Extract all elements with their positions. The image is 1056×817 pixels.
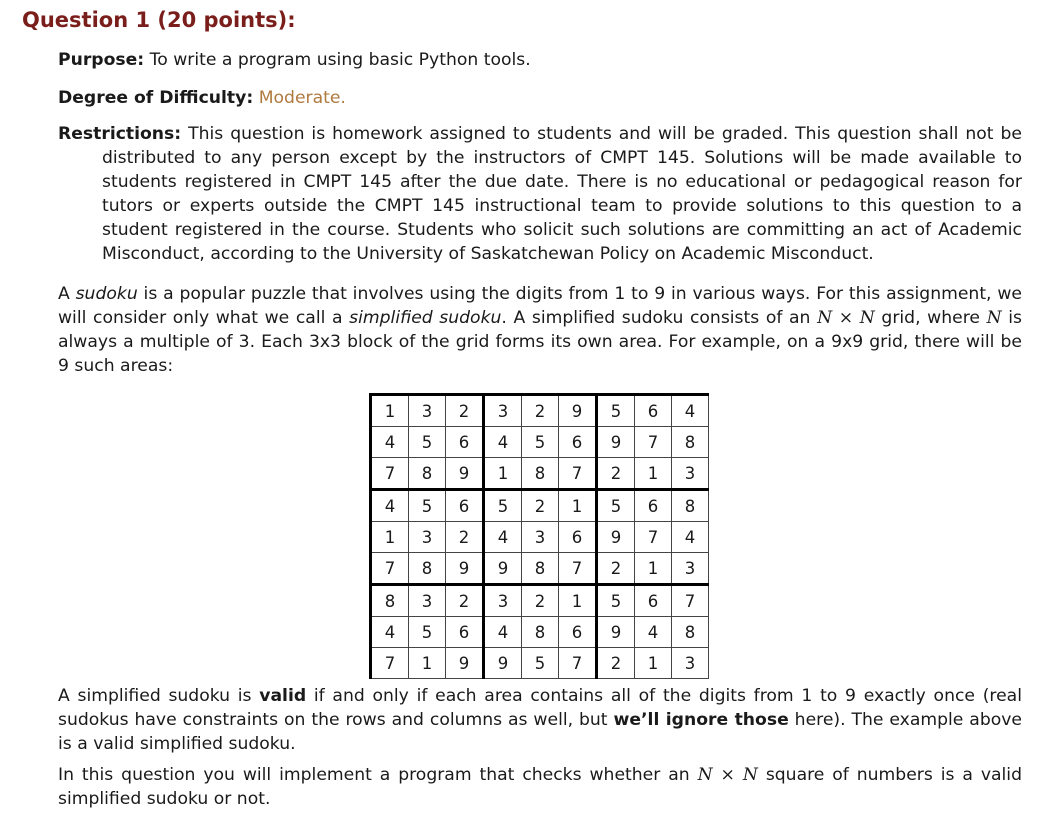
grid-cell: 7 [559,648,597,679]
intro-paragraph [58,282,1022,378]
grid-cell: 2 [446,395,484,427]
grid-cell: 8 [672,427,709,458]
grid-cell: 7 [371,458,409,490]
grid-cell: 3 [672,648,709,679]
intro-text-5: is always a multiple of 3. Each 3x3 block of the grid forms its own area. For example, on a 9x9 grid, there will be 9 such areas: [58,308,1022,376]
grid-cell: 5 [409,490,446,522]
valid-text-1: A simplified sudoku is [58,686,260,706]
valid-text-3: here). The example above is a valid simplified sudoku. [58,710,1022,754]
grid-cell: 1 [371,395,409,427]
grid-cell: 6 [446,427,484,458]
grid-cell: 8 [409,458,446,490]
grid-cell: 1 [559,585,597,617]
grid-cell: 6 [446,617,484,648]
grid-cell: 4 [371,490,409,522]
restrictions-label: Restrictions: [58,124,182,144]
grid-cell: 6 [635,395,672,427]
purpose-line [58,48,1022,72]
valid-text-2: if and only if each area contains all of the digits from 1 to 9 exactly once (real sudokus have constraints on the rows and columns as well, but [58,686,1022,730]
grid-cell: 6 [635,585,672,617]
grid-row [371,458,709,490]
grid-cell: 6 [635,490,672,522]
grid-cell: 1 [484,458,522,490]
grid-cell: 5 [597,395,635,427]
grid-cell: 1 [371,522,409,553]
question-title: Question 1 (20 points): [22,8,296,32]
grid-cell: 1 [635,553,672,585]
grid-cell: 4 [635,617,672,648]
grid-cell: 4 [371,617,409,648]
grid-cell: 7 [635,522,672,553]
restrictions-text: This question is homework assigned to students and will be graded. This question shall not be distributed to any person except by the instructors of CMPT 145. Solutions will be made available to students registered in CMPT 145 after the due date. There is no educational or pedagogical reason for tutors or experts outside the CMPT 145 instructional team to provide solutions to this question to a student registered in the course. Students who solicit such solutions are committing an act of Academic Misconduct, according to the University of Saskatchewan Policy on Academic Misconduct. [102,124,1022,264]
grid-cell: 1 [635,648,672,679]
grid-cell: 9 [446,458,484,490]
grid-cell: 4 [484,427,522,458]
grid-cell: 9 [484,648,522,679]
grid-cell: 2 [597,648,635,679]
purpose-label: Purpose: [58,50,145,70]
grid-cell: 2 [522,395,559,427]
grid-cell: 2 [522,490,559,522]
grid-cell: 2 [446,585,484,617]
grid-cell: 3 [409,395,446,427]
grid-cell: 3 [484,395,522,427]
grid-cell: 3 [672,458,709,490]
grid-cell: 3 [409,585,446,617]
sudoku-grid [369,393,709,679]
grid-row [371,617,709,648]
grid-cell: 2 [597,553,635,585]
grid-cell: 5 [522,648,559,679]
grid-cell: 6 [446,490,484,522]
grid-cell: 9 [597,522,635,553]
grid-cell: 3 [672,553,709,585]
grid-cell: 7 [635,427,672,458]
n-by-n-math-2: N × N [697,765,758,785]
grid-cell: 9 [559,395,597,427]
valid-term: valid [259,686,307,706]
grid-row [371,490,709,522]
grid-row [371,553,709,585]
grid-row [371,648,709,679]
grid-cell: 6 [559,617,597,648]
grid-row [371,395,709,427]
grid-cell: 8 [672,490,709,522]
grid-cell: 9 [484,553,522,585]
grid-cell: 7 [371,648,409,679]
difficulty-label: Degree of Difficulty: [58,88,254,108]
grid-cell: 5 [409,427,446,458]
grid-cell: 9 [597,617,635,648]
grid-cell: 8 [522,553,559,585]
grid-cell: 8 [371,585,409,617]
grid-row [371,427,709,458]
grid-cell: 4 [672,522,709,553]
grid-cell: 9 [446,648,484,679]
restrictions-paragraph [58,122,1022,266]
grid-cell: 1 [409,648,446,679]
intro-text-2: is a popular puzzle that involves using the digits from 1 to 9 in various ways. For this assignment, we will consider only what we call a [58,284,1022,328]
grid-cell: 5 [597,585,635,617]
intro-text-4: grid, where [874,308,987,328]
difficulty-value: Moderate. [258,88,346,108]
grid-cell: 4 [371,427,409,458]
grid-cell: 3 [409,522,446,553]
grid-cell: 7 [559,553,597,585]
difficulty-line [58,86,1022,110]
grid-cell: 9 [446,553,484,585]
grid-cell: 1 [635,458,672,490]
task-text-2: square of numbers is a valid simplified sudoku or not. [58,765,1022,809]
grid-cell: 2 [597,458,635,490]
grid-cell: 7 [371,553,409,585]
grid-cell: 8 [522,617,559,648]
n-by-n-math: N × N [817,308,875,328]
grid-cell: 8 [672,617,709,648]
intro-text-1: A [58,284,76,304]
task-text-1: In this question you will implement a program that checks whether an [58,765,698,785]
grid-cell: 4 [672,395,709,427]
grid-cell: 5 [409,617,446,648]
grid-cell: 7 [672,585,709,617]
grid-cell: 1 [559,490,597,522]
grid-cell: 5 [522,427,559,458]
purpose-text: To write a program using basic Python tools. [149,50,531,70]
grid-row [371,522,709,553]
grid-cell: 6 [559,522,597,553]
grid-cell: 6 [559,427,597,458]
grid-cell: 9 [597,427,635,458]
grid-cell: 5 [597,490,635,522]
intro-text-3: . A simplified sudoku consists of an [501,308,818,328]
grid-cell: 4 [484,617,522,648]
task-paragraph [58,763,1022,811]
grid-cell: 5 [484,490,522,522]
grid-cell: 7 [559,458,597,490]
valid-paragraph [58,684,1022,756]
grid-cell: 2 [522,585,559,617]
n-math: N [986,308,1002,328]
grid-cell: 8 [522,458,559,490]
ignore-phrase: we’ll ignore those [613,710,789,730]
grid-cell: 4 [484,522,522,553]
grid-cell: 3 [484,585,522,617]
simplified-sudoku-term: simplified sudoku [349,308,502,328]
grid-cell: 2 [446,522,484,553]
grid-row [371,585,709,617]
grid-cell: 8 [409,553,446,585]
sudoku-term: sudoku [75,284,138,304]
grid-cell: 3 [522,522,559,553]
